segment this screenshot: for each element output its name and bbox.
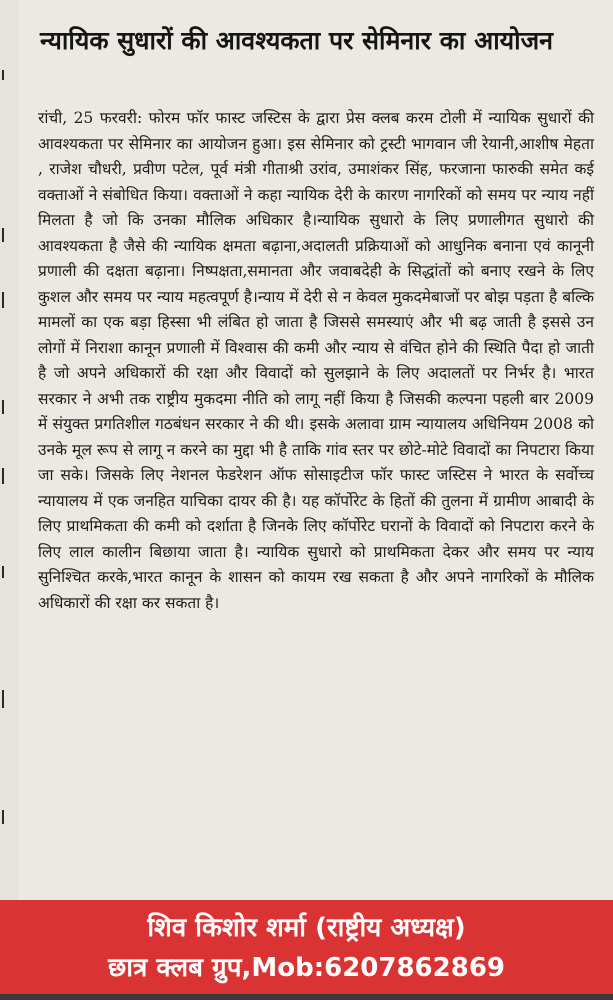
article-body: रांची, 25 फरवरी: फोरम फॉर फास्ट जस्टिस के द्वारा प्रेस क्लब करम टोली में न्यायिक सुधारों की आवश्यकता पर सेमिनार का आयोजन हुआ। इस सेमिनार को ट्रस्टी भागवान जी रेयानी,आशीष मेहता , राजेश चौधरी, प्रवीण पटेल, पूर्व मंत्री गीताश्री उरांव, उमाशंकर सिंह, फरजाना फारुकी समेत कई वक्ताओं ने संबोधित किया। वक्ताओं ने कहा न्यायिक देरी के कारण नागरिकों को समय पर न्याय नहीं मिलता है जो कि उनका मौलिक अधिकार है।न्यायिक सुधारो के लिए प्रणालीगत सुधारो की आवश्यकता है जैसे की न्यायिक क्षमता बढ़ाना,अदालती प्रक्रियाओं को आधुनिक बनाना एवं कानूनी प्रणाली की दक्षता बढ़ाना। निष्पक्षता,समानता और जवाबदेही के सिद्धांतों को बनाए रखने के लिए कुशल और समय पर न्याय महत्वपूर्ण है।न्याय में देरी से न केवल मुकदमेबाजों पर बोझ पड़ता है बल्कि मामलों का एक बड़ा हिस्सा भी लंबित हो जाता है जिससे समस्याएं और भी बढ़ जाती है इससे उन लोगों में निराशा कानून प्रणाली में विश्वास की कमी और न्याय से वंचित होने की स्थिति पैदा हो जाती है जो अपने अधिकारों की रक्षा और विवादों को सुलझाने के लिए अदालतों पर निर्भर है। भारत सरकार ने अभी तक राष्ट्रीय मुकदमा नीति को लागू नहीं किया है जिसकी कल्पना पहली बार 2009 में संयुक्त प्रगतिशील गठबंधन सरकार ने की थी। इसके अलावा ग्राम न्यायालय अधिनियम 2008 को उनके मूल रूप से लागू न करने का मुद्दा भी है ताकि गांव स्तर पर छोटे-मोटे विवादों का निपटारा किया जा सके। जिसके लिए नेशनल फेडरेशन ऑफ सोसाइटीज फॉर फास्ट जस्टिस ने भारत के सर्वोच्च न्यायालय में एक जनहित याचिका दायर की है। यह कॉर्पोरेट के हितों की तुलना में ग्रामीण आबादी के लिए प्राथमिकता की कमी को दर्शाता है जिनके लिए कॉर्पोरेट घरानों के विवादों को निपटारा करने के लिए लाल कालीन बिछाया जाता है। न्यायिक सुधारो को प्राथमिकता देकर और समय पर न्याय सुनिश्चित करके,भारत कानून के शासन को कायम रख सकता है और अपने नागरिकों के मौलिक अधिकारों की रक्षा कर सकता है।	[38, 109, 594, 612]
article-headline: न्यायिक सुधारों की आवश्यकता पर सेमिनार का आयोजन	[40, 26, 554, 55]
footer-banner	[0, 900, 613, 994]
margin-mark	[2, 566, 4, 578]
margin-mark	[2, 70, 4, 80]
news-article	[30, 0, 596, 900]
margin-mark	[2, 810, 4, 824]
footer-name-line: शिव किशोर शर्मा (राष्ट्रीय अध्यक्ष)	[147, 913, 466, 943]
footer-contact-line: छात्र क्लब ग्रुप,Mob:6207862869	[107, 953, 506, 983]
margin-mark	[2, 228, 4, 242]
margin-mark	[2, 690, 4, 708]
margin-mark	[2, 400, 4, 414]
margin-mark	[2, 292, 4, 308]
left-margin-strip	[0, 0, 18, 900]
bottom-edge-strip	[0, 994, 613, 1000]
margin-mark	[2, 468, 4, 484]
